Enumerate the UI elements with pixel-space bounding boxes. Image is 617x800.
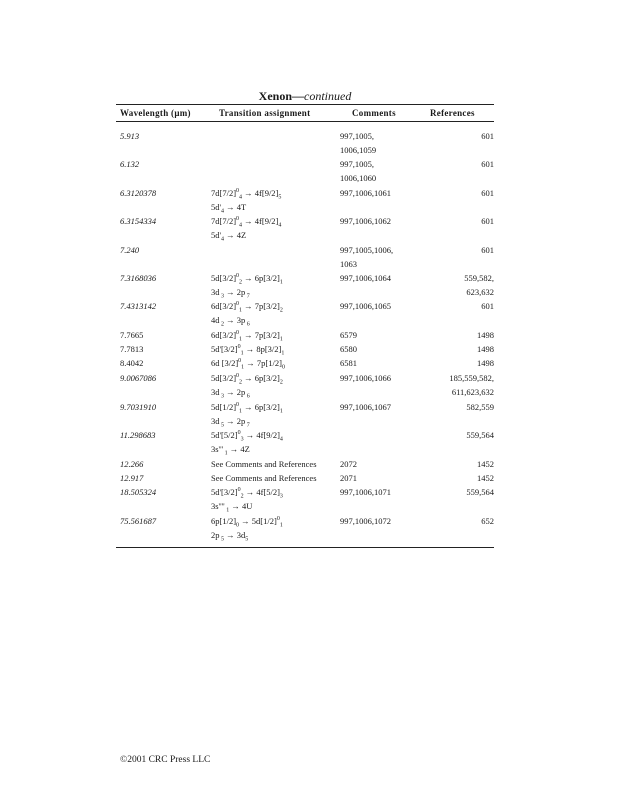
top-rule <box>116 104 494 105</box>
references-cell: 1498 <box>477 358 494 368</box>
comments-line2-cell: 1063 <box>340 259 357 269</box>
comments-cell: 6579 <box>340 330 357 340</box>
transition-cell: $5d[1/2]^0_1 \to 6p[3/2]_1$ <box>211 402 283 415</box>
comments-cell: 997,1005, <box>340 131 374 141</box>
references-cell: 1498 <box>477 330 494 340</box>
bottom-rule <box>116 547 494 548</box>
comments-line2-cell: 1006,1060 <box>340 173 377 183</box>
comments-cell: 6580 <box>340 344 357 354</box>
transition-line2-cell: 3d $_5$ → 2p $_7$ <box>211 416 250 429</box>
transition-cell: $5d'[5/2]^0_3 \to 4f[9/2]_4$ <box>211 430 283 443</box>
wavelength-cell: 7.7813 <box>120 344 144 354</box>
wavelength-cell: 7.3168036 <box>120 273 157 283</box>
comments-cell: 997,1006,1061 <box>340 188 391 198</box>
transition-cell: $7d[7/2]^0_4 \to 4f[9/2]_4$ <box>211 216 282 229</box>
header-rule <box>116 121 494 122</box>
references-cell: 652 <box>481 516 494 526</box>
transition-line2-cell: 3s'''' $_1$ → 4U <box>211 501 253 514</box>
header-comments: Comments <box>352 108 396 118</box>
wavelength-cell: 12.917 <box>120 473 144 483</box>
comments-cell: 997,1006,1066 <box>340 373 391 383</box>
title-dash: — <box>292 89 304 103</box>
references-cell: 559,564 <box>466 430 494 440</box>
comments-cell: 997,1006,1071 <box>340 487 391 497</box>
comments-cell: 6581 <box>340 358 357 368</box>
comments-cell: 997,1006,1067 <box>340 402 391 412</box>
transition-line2-cell: 2p $_5 \to 3d_5$ <box>211 530 249 543</box>
references-cell: 559,582, <box>464 273 494 283</box>
wavelength-cell: 8.4042 <box>120 358 144 368</box>
transition-cell: $6d[3/2]^0_1 \to 7p[3/2]_2$ <box>211 301 283 314</box>
transition-cell: $5d[3/2]^0_2 \to 6p[3/2]_1$ <box>211 273 283 286</box>
references-cell: 1452 <box>477 459 494 469</box>
comments-cell: 997,1006,1065 <box>340 301 391 311</box>
wavelength-cell: 75.561687 <box>120 516 157 526</box>
wavelength-cell: 7.240 <box>120 245 140 255</box>
comments-line2-cell: 1006,1059 <box>340 145 377 155</box>
references-cell: 1498 <box>477 344 494 354</box>
references-cell: 601 <box>481 301 494 311</box>
references-line2-cell: 611,623,632 <box>451 387 494 397</box>
comments-cell: 2072 <box>340 459 357 469</box>
references-cell: 601 <box>481 216 494 226</box>
header-transition: Transition assignment <box>219 108 311 118</box>
transition-line2-cell: $5d'_4 \to 4T$ <box>211 202 247 215</box>
title-element: Xenon <box>258 89 292 103</box>
wavelength-cell: 11.298683 <box>120 430 156 440</box>
transition-cell: $5d'[3/2]^0_1 \to 8p[3/2]_1$ <box>211 344 285 357</box>
transition-line2-cell: 3d $_3$ → 2p $_7$ <box>211 287 250 300</box>
transition-cell: $6p[1/2]_0 \to 5d[1/2]^0_1$ <box>211 516 283 529</box>
transition-cell: 6d $[3/2]^0_1 \to 7p[1/2]_0$ <box>211 358 285 371</box>
references-cell: 601 <box>481 245 494 255</box>
references-cell: 1452 <box>477 473 494 483</box>
wavelength-cell: 9.0067086 <box>120 373 157 383</box>
transition-cell: $5d'[3/2]^0_2 \to 4f[5/2]_3$ <box>211 487 283 500</box>
header-wavelength: Wavelength (μm) <box>120 108 191 118</box>
wavelength-cell: 7.4313142 <box>120 301 157 311</box>
transition-cell: $7d[7/2]^0_4 \to 4f[9/2]_5$ <box>211 188 282 201</box>
wavelength-cell: 12.266 <box>120 459 144 469</box>
header-references: References <box>430 108 475 118</box>
wavelength-cell: 7.7665 <box>120 330 144 340</box>
title-continued: continued <box>304 89 352 103</box>
references-cell: 185,559,582, <box>449 373 494 383</box>
references-cell: 601 <box>481 188 494 198</box>
comments-cell: 2071 <box>340 473 357 483</box>
comments-cell: 997,1006,1064 <box>340 273 391 283</box>
transition-line2-cell: 4d $_2$ → 3p $_6$ <box>211 315 250 328</box>
wavelength-cell: 6.132 <box>120 159 140 169</box>
copyright-footer: ©2001 CRC Press LLC <box>120 755 211 765</box>
references-line2-cell: 623,632 <box>466 287 494 297</box>
wavelength-cell: 5.913 <box>120 131 140 141</box>
transition-line2-cell: 3s''' $_1$ → 4Z <box>211 444 250 457</box>
comments-cell: 997,1005,1006, <box>340 245 394 255</box>
transition-line2-cell: $5d'_4 \to 4Z$ <box>211 230 247 243</box>
references-cell: 601 <box>481 131 494 141</box>
comments-cell: 997,1006,1062 <box>340 216 391 226</box>
transition-line2-cell: 3d $_3$ → 2p $_6$ <box>211 387 250 400</box>
transition-cell: See Comments and References <box>211 459 317 469</box>
wavelength-cell: 18.505324 <box>120 487 157 497</box>
transition-cell: $6d[3/2]^0_1 \to 7p[3/2]_1$ <box>211 330 283 343</box>
comments-cell: 997,1005, <box>340 159 374 169</box>
references-cell: 601 <box>481 159 494 169</box>
transition-cell: See Comments and References <box>211 473 317 483</box>
table-title <box>116 89 494 104</box>
references-cell: 559,564 <box>466 487 494 497</box>
comments-cell: 997,1006,1072 <box>340 516 391 526</box>
wavelength-cell: 6.3154334 <box>120 216 157 226</box>
wavelength-cell: 6.3120378 <box>120 188 157 198</box>
transition-cell: $5d[3/2]^0_2 \to 6p[3/2]_2$ <box>211 373 283 386</box>
wavelength-cell: 9.7031910 <box>120 402 157 412</box>
references-cell: 582,559 <box>466 402 494 412</box>
